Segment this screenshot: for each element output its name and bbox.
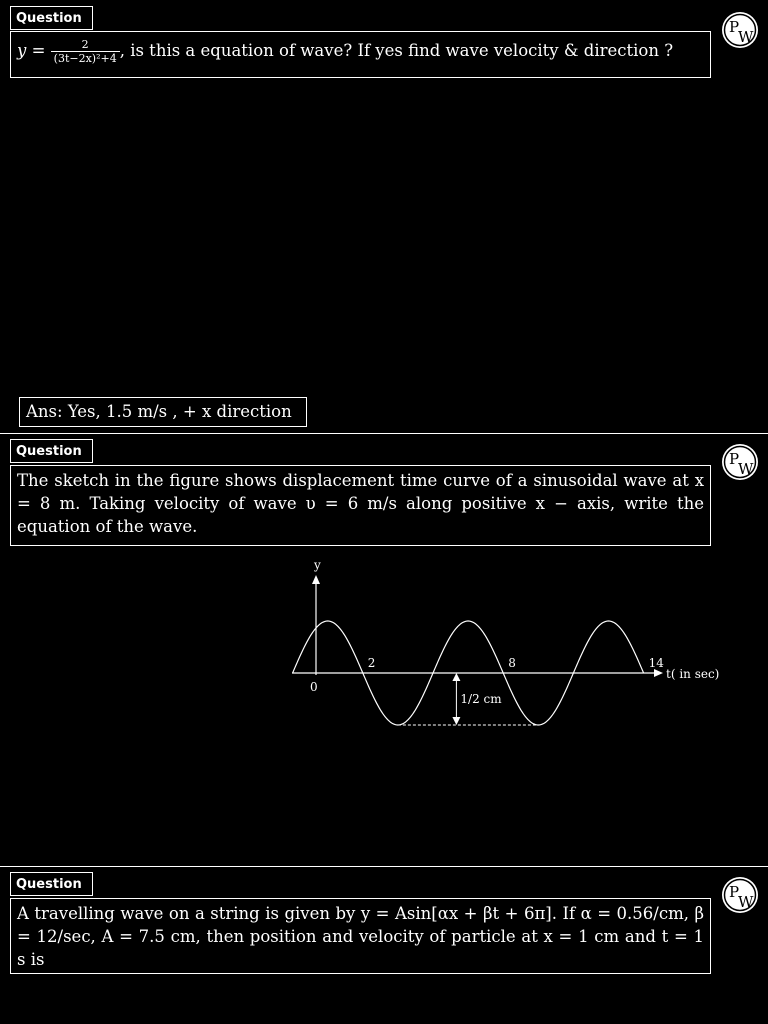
svg-text:W: W (738, 460, 754, 478)
question-3-box: A travelling wave on a string is given by y = Asin[αx + βt + 6π]. If α = 0.56/cm, β = 12/sec, A = 7.5 cm, then position and velocity of particle at x = 1 cm and t = 1 s is (10, 898, 711, 974)
svg-text:W: W (738, 28, 754, 46)
origin-label: 0 (310, 680, 318, 694)
svg-text:P: P (729, 883, 740, 901)
section-divider-2 (0, 866, 768, 867)
question-tag-2: Question (10, 439, 93, 463)
svg-text:W: W (738, 893, 754, 911)
y-axis-arrow-icon (312, 575, 320, 584)
tick-label-2: 2 (367, 656, 376, 670)
pw-logo-icon (720, 442, 760, 482)
section-divider-1 (0, 433, 768, 434)
pw-logo-icon (720, 10, 760, 50)
wave-figure (280, 555, 730, 740)
tick-label-14: 14 (648, 656, 664, 670)
question-2-box: The sketch in the figure shows displacement time curve of a sinusoidal wave at x = 8 m. Taking velocity of wave υ = 6 m/s along positive x − axis, write the equation of the wave. (10, 465, 711, 546)
amplitude-arrow-up-icon (452, 673, 460, 681)
amplitude-label: 1/2 cm (460, 692, 502, 706)
question-tag-1: Question (10, 6, 93, 30)
amplitude-arrow-down-icon (452, 717, 460, 725)
pw-logo-icon (720, 875, 760, 915)
q1-lhs: y = (17, 41, 46, 60)
svg-text:P: P (729, 18, 740, 36)
y-axis-label: y (314, 558, 321, 572)
q1-denominator: (3t−2x)²+4 (53, 52, 117, 65)
t-axis-label: t( in sec) (666, 667, 720, 681)
q1-numerator: 2 (51, 38, 120, 52)
q1-fraction (51, 38, 120, 65)
answer-box: Ans: Yes, 1.5 m/s , + x direction (19, 397, 307, 427)
t-axis-arrow-icon (654, 669, 663, 677)
question-tag-3: Question (10, 872, 93, 896)
tick-label-8: 8 (508, 656, 516, 670)
q1-text: , is this a equation of wave? If yes find wave velocity & direction ? (119, 41, 674, 60)
svg-text:P: P (729, 450, 740, 468)
question-1-box (10, 31, 711, 78)
